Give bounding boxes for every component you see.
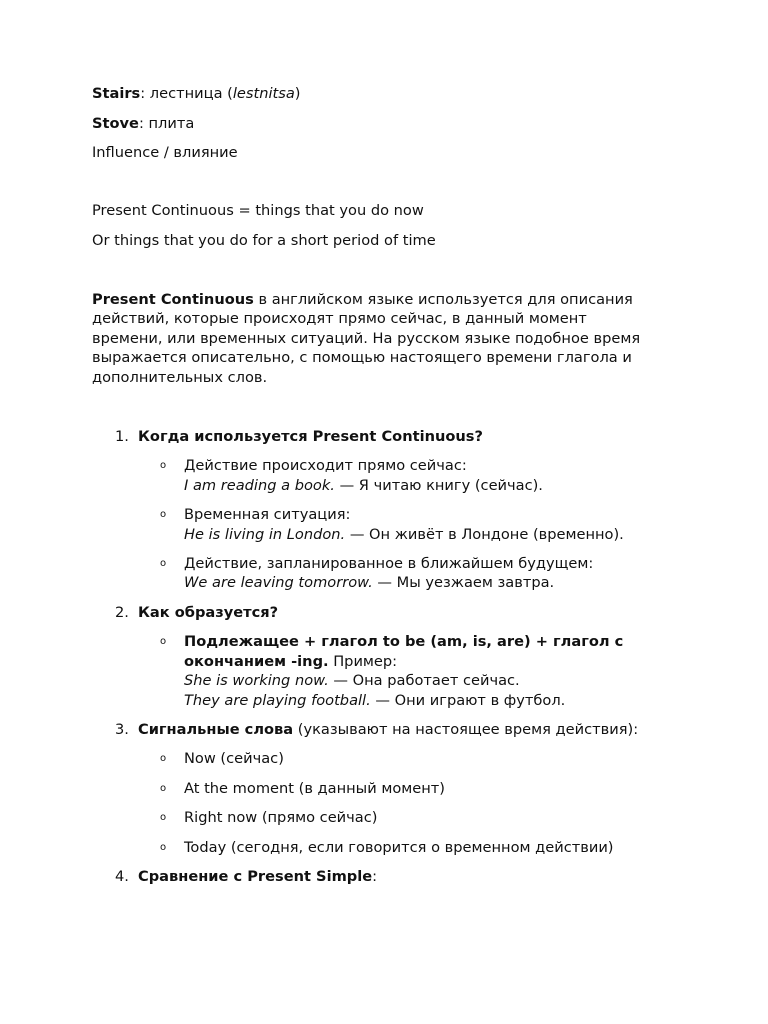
section-title-rest: (указывают на настоящее время действия): bbox=[293, 721, 639, 738]
bullet-icon: o bbox=[160, 812, 167, 823]
bullet-icon: o bbox=[160, 509, 167, 520]
example-english: We are leaving tomorrow. bbox=[184, 574, 373, 591]
intro-text: в английском языке используется для описания bbox=[253, 291, 633, 308]
bullet-icon: o bbox=[160, 636, 167, 647]
intro-line: времени, или временных ситуаций. На русском языке подобное время bbox=[92, 330, 641, 347]
example-line bbox=[184, 525, 624, 545]
intro-line bbox=[92, 290, 633, 310]
formula-line bbox=[184, 632, 623, 652]
example-english: She is working now. bbox=[184, 672, 329, 689]
section-title bbox=[138, 427, 483, 447]
section-title-text: Когда используется Present Continuous? bbox=[138, 428, 483, 445]
section-title-colon: : bbox=[372, 868, 378, 885]
bullet-icon: o bbox=[160, 460, 167, 471]
formula-text: Подлежащее + глагол to be (am, is, are) + глагол с bbox=[184, 633, 624, 650]
list-number: 1. bbox=[115, 428, 129, 445]
example-line bbox=[184, 671, 520, 691]
list-item: Right now (прямо сейчас) bbox=[184, 809, 378, 826]
bullet-icon: o bbox=[160, 783, 167, 794]
note-line: Or things that you do for a short period of time bbox=[92, 232, 436, 249]
section-title-text: Сравнение с Present Simple bbox=[138, 868, 373, 885]
example-translation: — Он живёт в Лондоне (временно). bbox=[345, 526, 624, 543]
section-title bbox=[138, 603, 278, 623]
section-title bbox=[138, 867, 377, 887]
intro-line: дополнительных слов. bbox=[92, 369, 268, 386]
vocab-stove bbox=[92, 114, 194, 134]
example-english: He is living in London. bbox=[184, 526, 346, 543]
example-english: They are playing football. bbox=[184, 692, 371, 709]
example-translation: — Она работает сейчас. bbox=[328, 672, 520, 689]
section-title bbox=[138, 720, 638, 740]
bullet-icon: o bbox=[160, 753, 167, 764]
note-line: Present Continuous = things that you do now bbox=[92, 202, 424, 219]
vocab-influence: Influence / влияние bbox=[92, 144, 238, 161]
example-translation: — Они играют в футбол. bbox=[370, 692, 566, 709]
bullet-icon: o bbox=[160, 558, 167, 569]
list-item: Today (сегодня, если говорится о временном действии) bbox=[184, 839, 614, 856]
vocab-term: Stairs bbox=[92, 85, 141, 102]
example-line bbox=[184, 476, 543, 496]
list-number: 3. bbox=[115, 721, 129, 738]
list-item: Now (сейчас) bbox=[184, 750, 284, 767]
vocab-stairs bbox=[92, 84, 301, 104]
intro-line: выражается описательно, с помощью настоящего времени глагола и bbox=[92, 349, 632, 366]
bullet-icon: o bbox=[160, 842, 167, 853]
example-label: Пример: bbox=[328, 653, 398, 670]
vocab-paren: ) bbox=[294, 85, 301, 102]
formula-text: окончанием -ing. bbox=[184, 653, 329, 670]
formula-line bbox=[184, 652, 397, 672]
example-english: I am reading a book. bbox=[184, 477, 335, 494]
list-item: Временная ситуация: bbox=[184, 506, 351, 523]
list-number: 2. bbox=[115, 604, 129, 621]
example-translation: — Я читаю книгу (сейчас). bbox=[334, 477, 543, 494]
vocab-transliteration: lestnitsa bbox=[232, 85, 295, 102]
example-line bbox=[184, 573, 554, 593]
intro-line: действий, которые происходят прямо сейчас, в данный момент bbox=[92, 310, 587, 327]
list-item: Действие происходит прямо сейчас: bbox=[184, 457, 467, 474]
section-title-text: Сигнальные слова bbox=[138, 721, 294, 738]
example-translation: — Мы уезжаем завтра. bbox=[372, 574, 555, 591]
vocab-translation: : плита bbox=[138, 115, 195, 132]
intro-term: Present Continuous bbox=[92, 291, 254, 308]
list-number: 4. bbox=[115, 868, 129, 885]
vocab-term: Stove bbox=[92, 115, 139, 132]
section-title-text: Как образуется? bbox=[138, 604, 279, 621]
list-item: At the moment (в данный момент) bbox=[184, 780, 445, 797]
vocab-translation: : лестница ( bbox=[140, 85, 233, 102]
example-line bbox=[184, 691, 565, 711]
list-item: Действие, запланированное в ближайшем будущем: bbox=[184, 555, 594, 572]
